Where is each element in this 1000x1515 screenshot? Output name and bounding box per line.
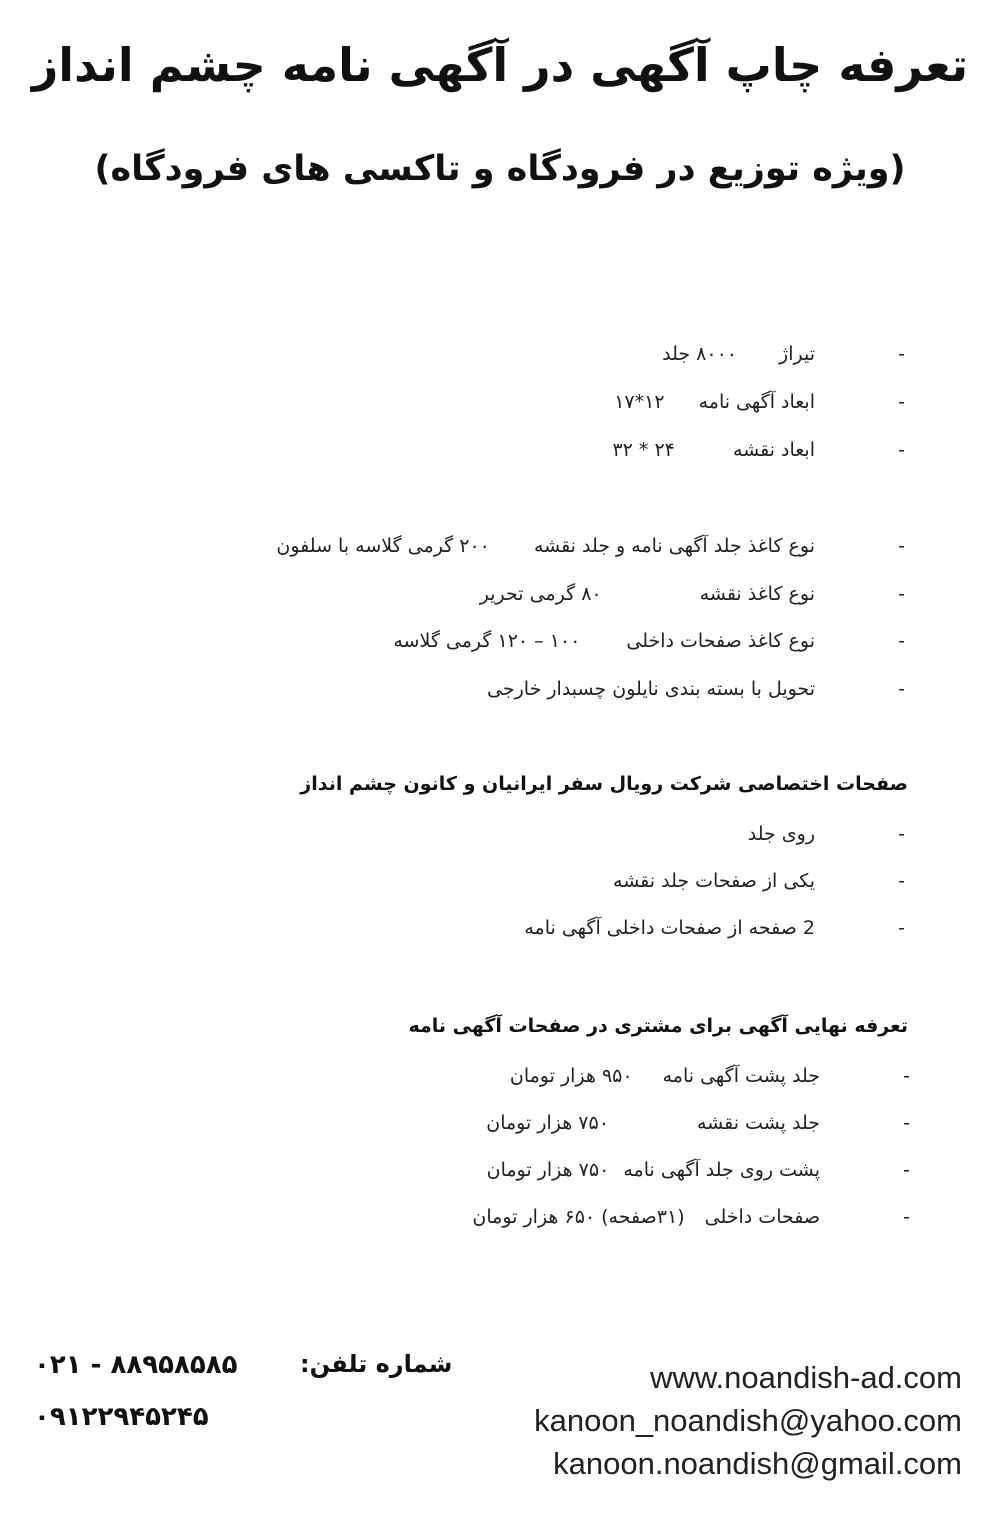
phone-number-landline[interactable]: ۰۲۱ - ۸۸۹۵۸۵۸۵ — [34, 1350, 238, 1380]
email-yahoo-link[interactable]: kanoon_noandish@yahoo.com — [534, 1403, 962, 1438]
list-bullet: - — [903, 1206, 910, 1228]
tariff-heading: تعرفه نهایی آگهی برای مشتری در صفحات آگهی نامه — [408, 1015, 908, 1037]
paper-value: ۱۰۰ – ۱۲۰ گرمی گلاسه — [393, 630, 581, 652]
paper-label: تحویل با بسته بندی نایلون چسبدار خارجی — [487, 678, 815, 700]
tariff-label: پشت روی جلد آگهی نامه — [623, 1159, 820, 1181]
tariff-inside-cover — [487, 1156, 820, 1184]
spec-label: تیراژ — [779, 343, 815, 365]
tariff-back-map — [486, 1109, 820, 1137]
tariff-price: (۳۱صفحه) ۶۵۰ هزار تومان — [472, 1206, 685, 1228]
list-bullet: - — [898, 343, 905, 365]
list-bullet: - — [903, 1159, 910, 1181]
phone-number-mobile[interactable]: ۰۹۱۲۲۹۴۵۲۴۵ — [34, 1402, 209, 1432]
list-bullet: - — [903, 1065, 910, 1087]
paper-value: ۲۰۰ گرمی گلاسه با سلفون — [276, 535, 490, 557]
paper-cover — [276, 532, 815, 560]
list-item: روی جلد — [747, 823, 815, 845]
spec-label: ابعاد آگهی نامه — [698, 391, 815, 413]
phone-label: شماره تلفن: — [300, 1350, 453, 1378]
page-title: تعرفه چاپ آگهی در آگهی نامه چشم انداز — [31, 38, 969, 92]
tariff-label: صفحات داخلی — [704, 1206, 820, 1228]
exclusive-heading: صفحات اختصاصی شرکت رویال سفر ایرانیان و کانون چشم انداز — [300, 773, 908, 795]
list-bullet: - — [898, 391, 905, 413]
list-bullet: - — [903, 1112, 910, 1134]
list-bullet: - — [898, 535, 905, 557]
tariff-label: جلد پشت نقشه — [696, 1112, 820, 1134]
paper-label: نوع کاغذ صفحات داخلی — [626, 630, 815, 652]
spec-print-run — [662, 340, 815, 368]
tariff-inner-pages — [472, 1203, 820, 1231]
paper-inner — [393, 627, 815, 655]
tariff-back-booklet — [510, 1062, 820, 1090]
spec-value: ۸۰۰۰ جلد — [662, 343, 737, 365]
spec-map-size — [612, 436, 815, 464]
paper-delivery — [487, 675, 815, 703]
list-bullet: - — [898, 630, 905, 652]
email-gmail-link[interactable]: kanoon.noandish@gmail.com — [553, 1446, 962, 1481]
spec-value: ۲۴ * ۳۲ — [612, 439, 675, 461]
tariff-label: جلد پشت آگهی نامه — [662, 1065, 820, 1087]
list-bullet: - — [898, 917, 905, 939]
list-bullet: - — [898, 583, 905, 605]
paper-label: نوع کاغذ نقشه — [699, 583, 815, 605]
website-link[interactable]: www.noandish-ad.com — [650, 1360, 962, 1395]
list-bullet: - — [898, 678, 905, 700]
list-bullet: - — [898, 823, 905, 845]
spec-value: ۱۲*۱۷ — [614, 391, 665, 413]
list-item: 2 صفحه از صفحات داخلی آگهی نامه — [524, 917, 815, 939]
paper-label: نوع کاغذ جلد آگهی نامه و جلد نقشه — [533, 535, 815, 557]
page-subtitle: (ویژه توزیع در فرودگاه و تاکسی های فرودگاه) — [94, 149, 906, 189]
paper-map — [480, 580, 815, 608]
spec-booklet-size — [614, 388, 815, 416]
tariff-price: ۹۵۰ هزار تومان — [509, 1065, 633, 1087]
spec-label: ابعاد نقشه — [732, 439, 815, 461]
tariff-price: ۷۵۰ هزار تومان — [486, 1112, 609, 1134]
list-bullet: - — [898, 870, 905, 892]
tariff-price: ۷۵۰ هزار تومان — [486, 1159, 610, 1181]
list-item: یکی از صفحات جلد نقشه — [613, 870, 815, 892]
paper-value: ۸۰ گرمی تحریر — [479, 583, 602, 605]
list-bullet: - — [898, 439, 905, 461]
